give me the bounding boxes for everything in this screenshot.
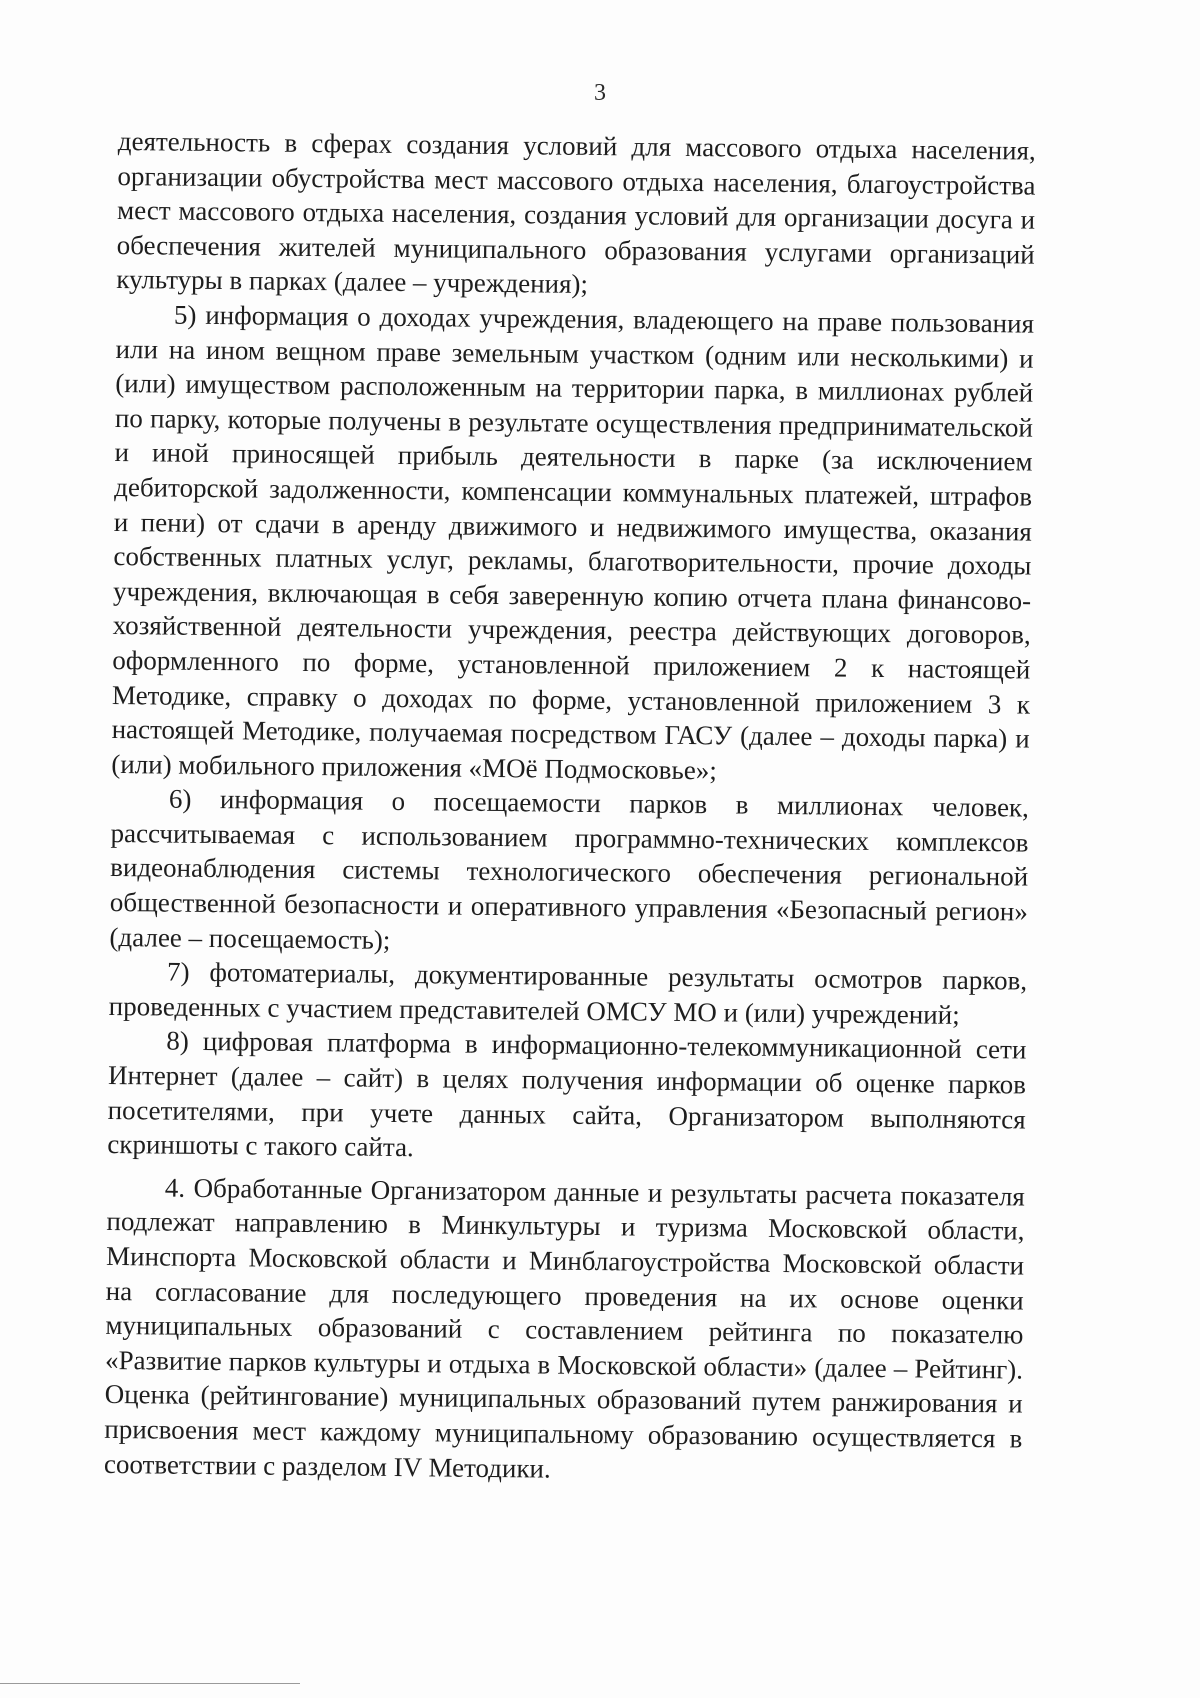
scan-edge-line [0, 1683, 300, 1684]
paragraph-item-8: 8) цифровая платформа в информационно-телекоммуникационной сети Интернет (далее – сайт) в целях получения информации об оценке парков посетителями, при учете данных сайта, Организатором выполняются скриншоты с такого сайта. [107, 1025, 1027, 1163]
paragraph-continuation: деятельность в сферах создания условий для массового отдыха населения, организации обустройства мест массового отдыха населения, благоустройства мест массового отдыха населения, создания условий для организации досуга и обеспечения жителей муниципального образования услугами организаций культуры в парках (далее – учреждения); [116, 125, 1036, 300]
document-body [104, 124, 1036, 1491]
paragraph-item-7: 7) фотоматериалы, документированные результаты осмотров парков, проведенных с участием представителей ОМСУ МО и (или) учреждений; [108, 956, 1028, 1030]
paragraph-item-6: 6) информация о посещаемости парков в миллионах человек, рассчитываемая с использованием программно-технических комплексов видеонаблюдения системы технологического обеспечения региональной общественной безопасности и оперативного управления «Безопасный регион» (далее – посещаемость); [109, 783, 1030, 955]
paragraph-item-5: 5) информация о доходах учреждения, владеющего на праве пользования или на ином вещном праве земельным участком (одним или несколькими) и (или) имуществом расположенным на территории парка, в миллионах рублей по парку, которые получены в результате осуществления предпринимательской и иной приносящей прибыль деятельности в парке (за исключением дебиторской задолженности, компенсации коммунальных платежей, штрафов и пени) от сдачи в аренду движимого и недвижимого имущества, оказания собственных платных услуг, рекламы, благотворительности, прочие доходы учреждения, включающая в себя заверенную копию отчета плана финансово-хозяйственной деятельности учреждения, реестра действующих договоров, оформленного по форме, установленной приложением 2 к настоящей Методике, справку о доходах по форме, установленной приложением 3 к настоящей Методике, получаемая посредством ГАСУ (далее – доходы парка) и (или) мобильного приложения «МОё Подмосковье»; [111, 299, 1035, 785]
page-number: 3 [594, 80, 606, 106]
paragraph-section-4: 4. Обработанные Организатором данные и результаты расчета показателя подлежат направлению в Минкультуры и туризма Московской области, Минспорта Московской области и Минблагоустройства Московской области на согласование для последующего проведения на их основе оценки муниципальных образований с составлением рейтинга по показателю «Развитие парков культуры и отдыха в Московской области» (далее – Рейтинг). Оценка (рейтингование) муниципальных образований путем ранжирования и присвоения мест каждому муниципальному образованию осуществляется в соответствии с разделом IV Методики. [103, 1172, 1025, 1484]
